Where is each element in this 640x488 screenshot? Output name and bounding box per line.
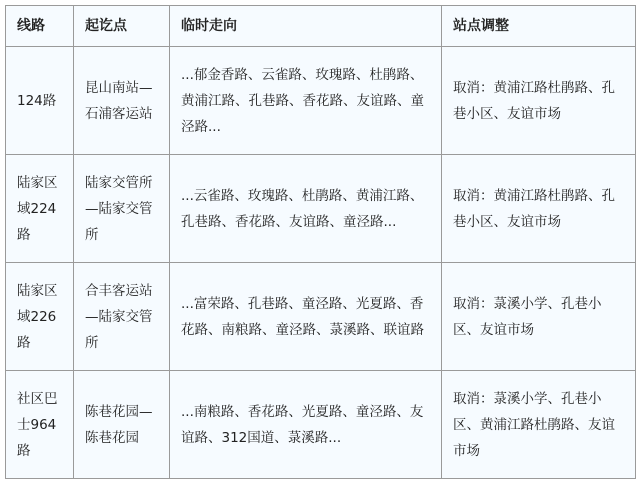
route-adjustment-table [5, 5, 636, 479]
cell-stop-adjustment: 取消：菉溪小学、孔巷小区、黄浦江路杜鹃路、友谊市场 [442, 371, 636, 479]
cell-temporary-route: ...郁金香路、云雀路、玫瑰路、杜鹃路、黄浦江路、孔巷路、香花路、友谊路、童泾路... [170, 47, 442, 155]
cell-line: 陆家区域226路 [6, 263, 74, 371]
cell-terminals: 陈巷花园—陈巷花园 [74, 371, 170, 479]
table-row [6, 47, 636, 155]
cell-line: 124路 [6, 47, 74, 155]
table-row [6, 371, 636, 479]
header-stop-adjustment: 站点调整 [442, 6, 636, 47]
cell-line: 社区巴士964路 [6, 371, 74, 479]
cell-stop-adjustment: 取消：黄浦江路杜鹃路、孔巷小区、友谊市场 [442, 47, 636, 155]
cell-stop-adjustment: 取消：黄浦江路杜鹃路、孔巷小区、友谊市场 [442, 155, 636, 263]
cell-terminals: 合丰客运站—陆家交管所 [74, 263, 170, 371]
cell-temporary-route: ...云雀路、玫瑰路、杜鹃路、黄浦江路、孔巷路、香花路、友谊路、童泾路... [170, 155, 442, 263]
cell-temporary-route: ...富荣路、孔巷路、童泾路、光夏路、香花路、南粮路、童泾路、菉溪路、联谊路 [170, 263, 442, 371]
cell-terminals: 昆山南站—石浦客运站 [74, 47, 170, 155]
cell-line: 陆家区域224路 [6, 155, 74, 263]
cell-terminals: 陆家交管所—陆家交管所 [74, 155, 170, 263]
cell-temporary-route: ...南粮路、香花路、光夏路、童泾路、友谊路、312国道、菉溪路... [170, 371, 442, 479]
table-header-row [6, 6, 636, 47]
header-temporary-route: 临时走向 [170, 6, 442, 47]
table-row [6, 263, 636, 371]
header-line: 线路 [6, 6, 74, 47]
table-row [6, 155, 636, 263]
header-terminals: 起讫点 [74, 6, 170, 47]
cell-stop-adjustment: 取消：菉溪小学、孔巷小区、友谊市场 [442, 263, 636, 371]
